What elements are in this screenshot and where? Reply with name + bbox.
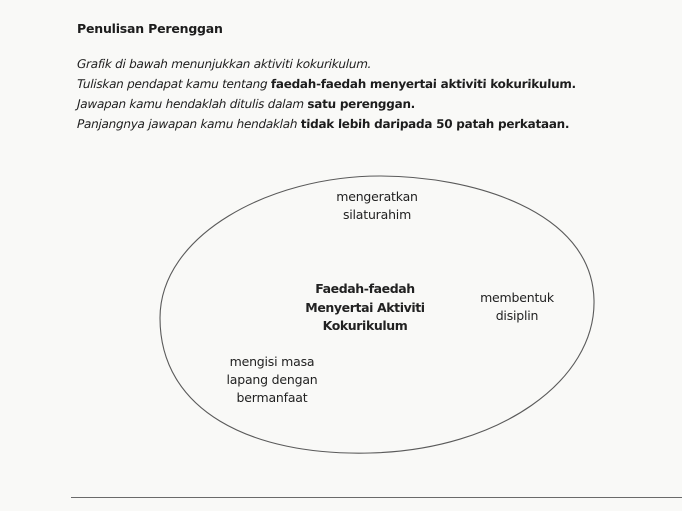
benefit-left [212,353,332,407]
instruction-1-text: Grafik di bawah menunjukkan aktiviti kokurikulum. [76,57,372,71]
section-heading: Penulisan Perenggan [77,21,223,36]
instruction-4-text: Panjangnya jawapan kamu hendaklah [76,117,302,131]
center-title-line-3: Kokurikulum [322,318,408,333]
benefit-left-line-2: lapang dengan [226,372,318,387]
benefit-right-line-1: membentuk [480,290,554,305]
instruction-3-emphasis: satu perenggan. [307,97,416,111]
benefit-right-line-2: disiplin [495,308,539,323]
instruction-2-emphasis: faedah-faedah menyertai aktiviti kokurikulum. [270,77,577,91]
diagram-center-title [290,280,440,336]
benefit-left-line-1: mengisi masa [229,354,315,369]
center-title-line-1: Faedah-faedah [315,281,415,296]
benefit-left-line-3: bermanfaat [236,390,308,405]
benefit-top [312,188,442,224]
instruction-3-text: Jawapan kamu hendaklah ditulis dalam [76,97,308,111]
benefit-top-line-1: mengeratkan [336,189,418,204]
instruction-2-text: Tuliskan pendapat kamu tentang [76,77,272,91]
center-title-line-2: Menyertai Aktiviti [305,299,425,315]
benefit-top-line-2: silaturahim [342,207,412,222]
benefit-right [462,289,572,325]
bottom-divider [71,497,682,498]
instruction-4-emphasis: tidak lebih daripada 50 patah perkataan. [300,117,570,131]
